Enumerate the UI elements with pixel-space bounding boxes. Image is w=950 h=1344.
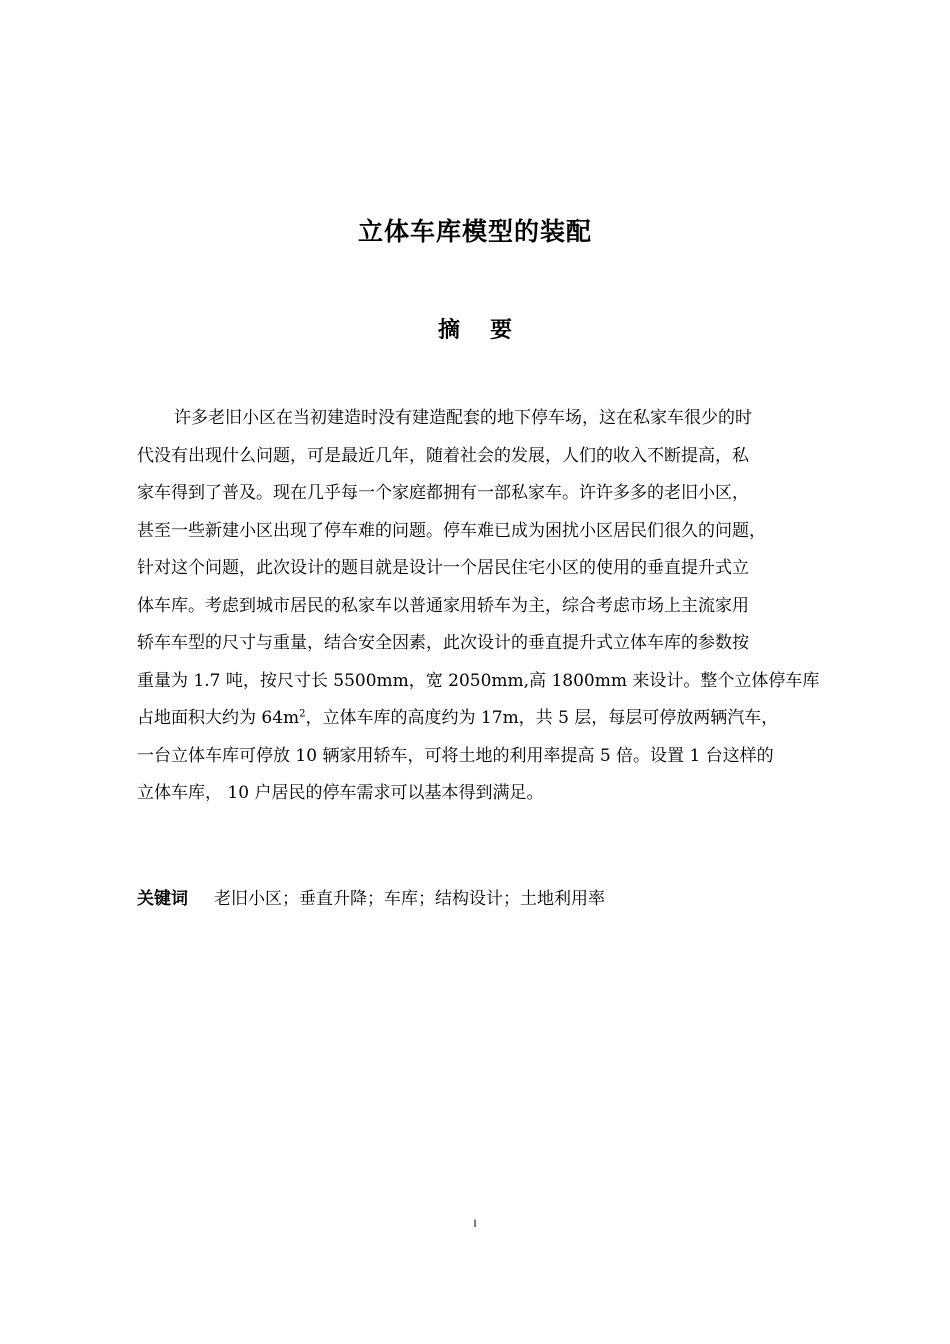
- keywords-list: 老旧小区；垂直升降；车库；结构设计；土地利用率: [214, 889, 605, 909]
- abstract-heading: [0, 313, 950, 344]
- abstract-line: 针对这个问题，此次设计的题目就是设计一个居民住宅小区的使用的垂直提升式立: [137, 558, 749, 578]
- keywords-label: 关键词: [137, 889, 188, 909]
- abstract-line: 体车库。考虑到城市居民的私家车以普通家用轿车为主，综合考虑市场上主流家用: [137, 595, 749, 616]
- abstract-heading-char-2: 要: [490, 318, 513, 343]
- abstract-line: 家车得到了普及。现在几乎每一个家庭都拥有一部私家车。许许多多的老旧小区，: [137, 483, 749, 503]
- superscript: 2: [299, 708, 306, 720]
- keywords-row: [137, 884, 605, 909]
- document-title: 立体车库模型的装配: [357, 217, 592, 246]
- abstract-line-head: 占地面积大约为 64m: [137, 708, 300, 728]
- abstract-line-tail: ，立体车库的高度约为 17m，共 5 层，每层可停放两辆汽车，: [305, 708, 779, 728]
- page-number: I: [473, 1218, 477, 1230]
- abstract-heading-char-1: 摘: [437, 318, 460, 343]
- abstract-line: 代没有出现什么问题，可是最近几年，随着社会的发展，人们的收入不断提高，私: [137, 445, 749, 466]
- abstract-line: 重量为 1.7 吨，按尺寸长 5500mm，宽 2050mm,高 1800mm 来设计。整个立体停车库: [137, 670, 820, 691]
- abstract-body: [137, 400, 837, 813]
- abstract-line: 立体车库， 10 户居民的停车需求可以基本得到满足。: [137, 783, 544, 803]
- abstract-line: 一台立体车库可停放 10 辆家用轿车，可将土地的利用率提高 5 倍。设置 1 台这样的: [137, 745, 774, 766]
- abstract-line: 轿车车型的尺寸与重量，结合安全因素，此次设计的垂直提升式立体车库的参数按: [137, 633, 749, 653]
- abstract-line: 甚至一些新建小区出现了停车难的问题。停车难已成为困扰小区居民们很久的问题，: [137, 520, 766, 541]
- abstract-line: 许多老旧小区在当初建造时没有建造配套的地下停车场，这在私家车很少的时: [174, 408, 752, 428]
- abstract-line-area: [137, 700, 837, 738]
